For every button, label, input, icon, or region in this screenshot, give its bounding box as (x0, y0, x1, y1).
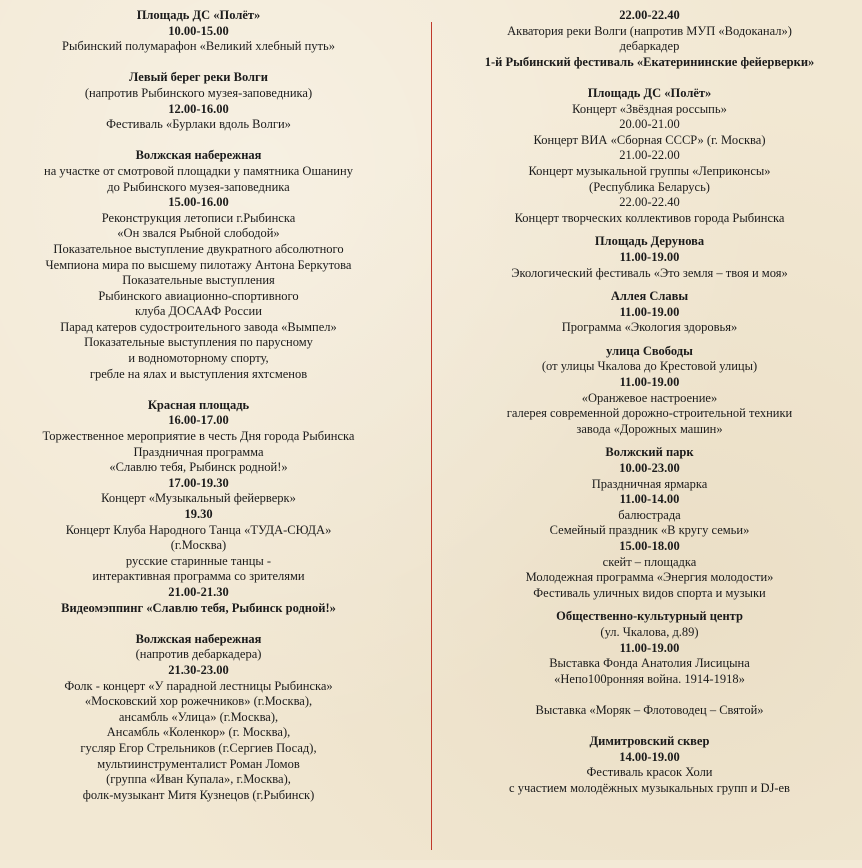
section-spacer (437, 281, 862, 289)
schedule-heading-line: 15.00-18.00 (619, 539, 680, 553)
section-spacer (0, 616, 397, 632)
section-spacer (437, 437, 862, 445)
schedule-text-line: 20.00-21.00 (619, 117, 680, 132)
schedule-text-line: «Московский хор рожечников» (г.Москва), (84, 694, 313, 709)
schedule-heading-line: Площадь ДС «Полёт» (587, 85, 712, 100)
schedule-text-line: Концерт Клуба Народного Танца «ТУДА-СЮДА» (65, 522, 332, 537)
schedule-heading-line: Площадь ДС «Полёт» (136, 8, 261, 22)
schedule-heading-line: 11.00-19.00 (619, 249, 680, 264)
schedule-heading-line: 11.00-14.00 (619, 492, 680, 507)
schedule-heading-line: 11.00-19.00 (619, 304, 680, 319)
schedule-heading-line: Волжский парк (605, 445, 694, 460)
section-spacer (0, 55, 397, 71)
schedule-heading-line: 11.00-19.00 (619, 375, 680, 390)
column-divider (431, 22, 432, 850)
schedule-text-line: клуба ДОСААФ России (135, 304, 262, 319)
schedule-text-line: до Рыбинского музея-заповедника (107, 179, 290, 194)
schedule-heading-line: 12.00-16.00 (168, 101, 229, 116)
schedule-text-line: завода «Дорожных машин» (576, 421, 723, 436)
schedule-heading-line: Красная площадь (147, 397, 250, 412)
schedule-text-line: 21.00-22.00 (619, 148, 680, 163)
schedule-text-line: гусляр Егор Стрельников (г.Сергиев Посад), (80, 740, 317, 755)
section-spacer (437, 601, 862, 609)
schedule-text-line: Реконструкция летописи г.Рыбинска (101, 210, 296, 225)
schedule-text-line: Показательные выступления (122, 273, 275, 288)
schedule-text-line: Парад катеров судостроительного завода «Вымпел» (60, 319, 337, 334)
schedule-left-column (0, 8, 397, 868)
schedule-heading-line: Волжская набережная (135, 148, 262, 163)
schedule-text-line: и водномоторному спорту, (128, 351, 269, 366)
schedule-text-line: Концерт ВИА «Сборная СССР» (г. Москва) (533, 132, 766, 147)
schedule-text-line: «Непо100ронняя война. 1914-1918» (554, 671, 745, 686)
schedule-text-line: (от улицы Чкалова до Крестовой улицы) (541, 359, 758, 374)
schedule-text-line: (напротив дебаркадера) (135, 647, 262, 662)
schedule-heading-line: 10.00-23.00 (619, 461, 680, 476)
schedule-heading-line: 10.00-15.00 (168, 23, 229, 38)
schedule-text-line: мультиинструменталист Роман Ломов (97, 756, 300, 771)
schedule-heading-line: 15.00-16.00 (168, 195, 229, 210)
schedule-heading-line: Левый берег реки Волги (129, 70, 268, 85)
schedule-text-line: на участке от смотровой площадки у памятника Ошанину (44, 163, 353, 178)
schedule-text-line: 22.00-22.40 (619, 195, 680, 210)
schedule-heading-line: 21.30-23.00 (168, 662, 229, 677)
schedule-text-line: Торжественное мероприятие в честь Дня города Рыбинска (42, 429, 355, 444)
schedule-text-line: Фестиваль уличных видов спорта и музыки (533, 585, 766, 600)
schedule-heading-line: 17.00-19.30 (168, 475, 229, 490)
schedule-text-line: Рыбинский полумарафон «Великий хлебный путь» (62, 39, 335, 54)
schedule-text-line: Праздничная ярмарка (591, 476, 708, 491)
schedule-heading-line: Волжская набережная (135, 631, 262, 646)
section-spacer (437, 70, 862, 86)
schedule-text-line: балюстрада (618, 507, 681, 522)
schedule-heading-line: Видеомэппинг «Славлю тебя, Рыбинск родной!» (61, 600, 336, 615)
schedule-right-column (437, 8, 862, 868)
schedule-text-line: (группа «Иван Купала», г.Москва), (106, 772, 291, 787)
schedule-text-line: с участием молодёжных музыкальных групп и DJ-ев (509, 780, 790, 795)
schedule-text-line: Программа «Экология здоровья» (561, 320, 738, 335)
section-spacer (0, 133, 397, 149)
schedule-heading-line: 1-й Рыбинский фестиваль «Екатерининские фейерверки» (484, 54, 815, 69)
schedule-text-line: Фестиваль «Бурлаки вдоль Волги» (106, 117, 291, 132)
section-spacer (437, 719, 862, 735)
schedule-text-line: Акватория реки Волги (напротив МУП «Водоканал») (507, 23, 792, 38)
schedule-text-line: галерея современной дорожно-строительной техники (506, 406, 793, 421)
schedule-text-line: (ул. Чкалова, д.89) (600, 624, 699, 639)
schedule-text-line: интерактивная программа со зрителями (92, 569, 305, 584)
section-spacer (437, 226, 862, 234)
schedule-heading-line: Общественно-культурный центр (556, 609, 743, 624)
schedule-text-line: Экологический фестиваль «Это земля – твоя и моя» (511, 265, 788, 280)
schedule-text-line: (г.Москва) (170, 538, 227, 553)
section-spacer (437, 687, 862, 703)
schedule-text-line: Чемпиона мира по высшему пилотажу Антона Беркутова (45, 257, 352, 272)
schedule-text-line: «Славлю тебя, Рыбинск родной!» (109, 460, 288, 475)
schedule-heading-line: 16.00-17.00 (168, 413, 229, 428)
schedule-text-line: «Оранжевое настроение» (581, 390, 718, 405)
schedule-text-line: Семейный праздник «В кругу семьи» (549, 523, 750, 538)
schedule-heading-line: улица Свободы (606, 343, 693, 358)
schedule-text-line: Выставка Фонда Анатолия Лисицына (549, 656, 750, 671)
schedule-heading-line: 21.00-21.30 (168, 584, 229, 599)
schedule-heading-line: 19.30 (184, 507, 213, 521)
schedule-text-line: гребле на ялах и выступления яхтсменов (89, 366, 308, 381)
schedule-heading-line: 14.00-19.00 (619, 749, 680, 764)
schedule-heading-line: Аллея Славы (610, 289, 689, 304)
schedule-text-line: «Он звался Рыбной слободой» (117, 226, 280, 241)
schedule-text-line: Концерт музыкальной группы «Леприконсы» (528, 163, 771, 178)
schedule-text-line: Концерт творческих коллективов города Рыбинска (514, 210, 785, 225)
schedule-heading-line: 11.00-19.00 (619, 640, 680, 655)
schedule-text-line: Фолк - концерт «У парадной лестницы Рыбинска» (64, 678, 333, 693)
schedule-text-line: Рыбинского авиационно-спортивного (98, 288, 299, 303)
schedule-text-line: Фестиваль красок Холи (586, 765, 713, 780)
schedule-text-line: Показательное выступление двукратного абсолютного (53, 241, 344, 256)
schedule-text-line: Ансамбль «Коленкор» (г. Москва), (106, 725, 291, 740)
schedule-heading-line: Площадь Дерунова (594, 234, 705, 249)
schedule-text-line: ансамбль «Улица» (г.Москва), (118, 709, 279, 724)
section-spacer (437, 336, 862, 344)
schedule-text-line: Концерт «Музыкальный фейерверк» (101, 491, 296, 506)
schedule-text-line: русские старинные танцы - (125, 553, 272, 568)
schedule-text-line: фолк-музыкант Митя Кузнецов (г.Рыбинск) (82, 787, 315, 802)
schedule-heading-line: 22.00-22.40 (619, 8, 680, 22)
schedule-text-line: Праздничная программа (133, 444, 264, 459)
schedule-text-line: Молодежная программа «Энергия молодости» (525, 570, 774, 585)
schedule-text-line: Выставка «Моряк – Флотоводец – Святой» (535, 702, 764, 717)
schedule-text-line: (напротив Рыбинского музея-заповедника) (84, 85, 313, 100)
schedule-text-line: дебаркадер (619, 39, 680, 54)
schedule-text-line: скейт – площадка (602, 554, 697, 569)
schedule-text-line: Показательные выступления по парусному (84, 335, 313, 350)
schedule-text-line: (Республика Беларусь) (589, 179, 710, 194)
schedule-text-line: Концерт «Звёздная россыпь» (572, 101, 727, 116)
schedule-heading-line: Димитровский сквер (589, 734, 710, 749)
section-spacer (0, 382, 397, 398)
